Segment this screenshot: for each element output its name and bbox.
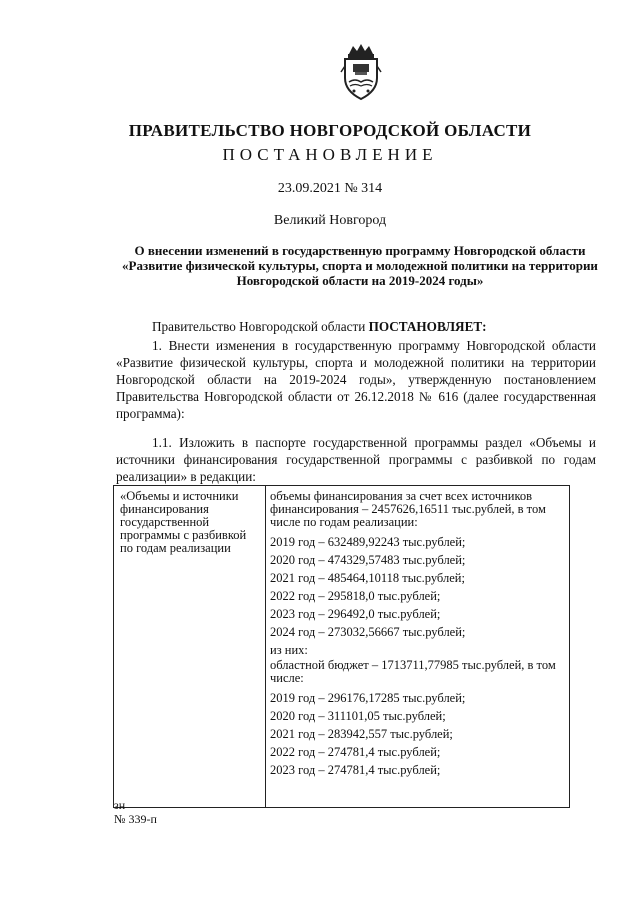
document-date-number: 23.09.2021 № 314 [277,181,383,196]
table-row: 2022 год – 295818,0 тыс.рублей; [270,589,441,603]
document-title: О внесении изменений в государственную программу Новгородской области «Развитие физической культуры, спорта и молодежной политики на территории Новгородской области на 2019-2024 годы» [122,243,598,288]
table-row: 2021 год – 485464,10118 тыс.рублей; [270,571,465,585]
table-row: 2021 год – 283942,557 тыс.рублей; [270,727,453,741]
organization-heading: ПРАВИТЕЛЬСТВО НОВГОРОДСКОЙ ОБЛАСТИ [128,121,532,140]
novgorod-coat-of-arms-emblem [333,42,389,102]
table-row: 2024 год – 273032,56667 тыс.рублей; [270,625,466,639]
footer-block [114,798,157,826]
table-row: областной бюджет – 1713711,77985 тыс.рублей, в том числе: [270,658,556,685]
intro-paragraph [152,318,602,335]
table-row: 2020 год – 474329,57483 тыс.рублей; [270,553,466,567]
table-left-cell: «Объемы и источники финансирования государственной программы с разбивкой по годам реализации [120,489,247,555]
paragraph-1-1: 1.1. Изложить в паспорте государственной программы раздел «Объемы и источники финансирования государственной программы с разбивкой по годам реализации» в редакции: [116,435,596,484]
table-row: 2022 год – 274781,4 тыс.рублей; [270,745,441,759]
table-row: объемы финансирования за счет всех источников финансирования – 2457626,16511 тыс.рублей, в том числе по годам реализации: [270,489,546,529]
footer-registration-number: № 339-п [114,812,157,826]
table-row: 2019 год – 296176,17285 тыс.рублей; [270,691,466,705]
financing-table [113,485,570,808]
city-name: Великий Новгород [273,213,387,228]
paragraph-1: 1. Внести изменения в государственную программу Новгородской области «Развитие физической культуры, спорта и молодежной политики на территории Новгородской области на 2019-2024 годы», утвержденную постановлением Правительства Новгородской области от 26.12.2018 № 616 (далее государственная программа): [116,338,596,421]
table-row: 2023 год – 296492,0 тыс.рублей; [270,607,441,621]
footer-initials: зн [114,798,126,812]
intro-text: Правительство Новгородской области [152,319,369,334]
intro-bold-verb: ПОСТАНОВЛЯЕТ: [368,319,487,334]
table-divider [265,486,266,807]
document-type: ПОСТАНОВЛЕНИЕ [222,145,438,164]
table-row: 2023 год – 274781,4 тыс.рублей; [270,763,441,777]
table-row: 2019 год – 632489,92243 тыс.рублей; [270,535,466,549]
table-right-cell [270,490,568,779]
table-row: из них: [270,643,308,657]
table-row: 2020 год – 311101,05 тыс.рублей; [270,709,446,723]
